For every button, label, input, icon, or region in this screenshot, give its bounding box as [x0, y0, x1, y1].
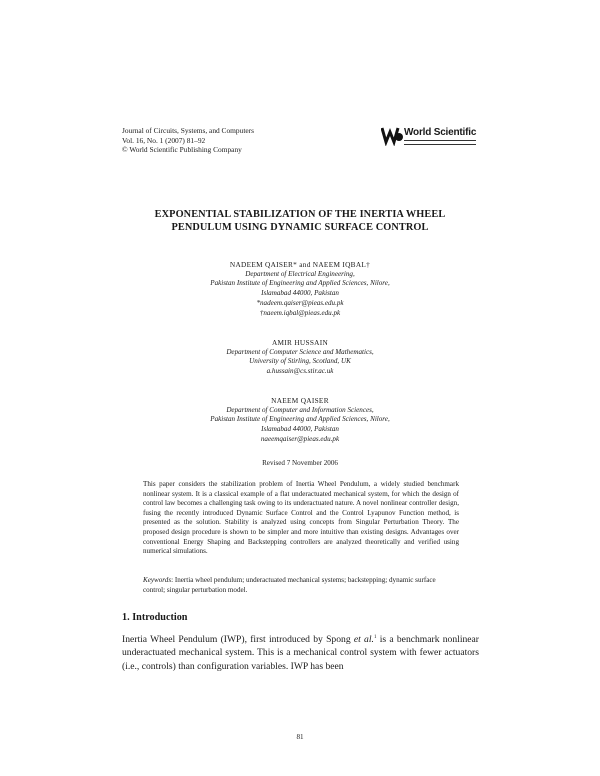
affiliation-line: Islamabad 44000, Pakistan — [261, 425, 339, 434]
intro-paragraph — [122, 631, 479, 673]
intro-text-1: Inertia Wheel Pendulum (IWP), first introduced by Spong — [122, 634, 354, 646]
keywords — [143, 576, 459, 595]
copyright-line: © World Scientific Publishing Company — [122, 145, 242, 155]
author-email: †naeem.iqbal@pieas.edu.pk — [259, 308, 341, 317]
title-line-2: PENDULUM USING DYNAMIC SURFACE CONTROL — [171, 222, 429, 234]
affiliation-line: Pakistan Institute of Engineering and Applied Sciences, Nilore, — [210, 279, 390, 288]
journal-volume: Vol. 16, No. 1 (2007) 81–92 — [122, 135, 206, 145]
author-email: naeemqaiser@pieas.edu.pk — [260, 434, 340, 443]
affiliation-line: Department of Computer Science and Mathematics, — [226, 347, 374, 356]
author-names: NADEEM QAISER* and NAEEM IQBAL† — [229, 260, 371, 269]
author-names: AMIR HUSSAIN — [271, 338, 329, 347]
affiliation-line: Pakistan Institute of Engineering and Applied Sciences, Nilore, — [210, 415, 390, 424]
keywords-label: Keywords — [143, 576, 172, 584]
author-names: NAEEM QAISER — [271, 396, 329, 405]
intro-text-2: is a benchmark nonlinear underactuated mechanical system. This is a mechanical control system with fewer actuators (i.e., controls) than configuration variables. IWP has been — [122, 634, 479, 672]
affiliation-line: Department of Electrical Engineering, — [245, 269, 355, 278]
publisher-logo-text: World Scientific — [404, 127, 477, 138]
affiliation-line: Islamabad 44000, Pakistan — [261, 289, 339, 298]
author-group-2 — [100, 338, 500, 377]
revised-date: Revised 7 November 2006 — [262, 459, 338, 467]
author-group-3 — [100, 396, 500, 445]
affiliation-line: Department of Computer and Information Sciences, — [226, 405, 374, 414]
publisher-logo-rule — [404, 140, 476, 145]
journal-header — [122, 126, 254, 155]
journal-name: Journal of Circuits, Systems, and Computers — [122, 126, 254, 135]
affiliation-line: University of Stirling, Scotland, UK — [249, 357, 351, 366]
author-email: a.hussain@cs.stir.ac.uk — [266, 367, 334, 376]
citation-ref[interactable]: 1 — [373, 635, 377, 640]
keywords-text: : Inertia wheel pendulum; underactuated mechanical systems; backstepping; dynamic surface control; singular perturbation model. — [143, 576, 436, 594]
author-email: *nadeem.qaiser@pieas.edu.pk — [256, 298, 344, 307]
publisher-logo — [381, 126, 477, 150]
abstract: This paper considers the stabilization problem of Inertia Wheel Pendulum, a widely studied benchmark nonlinear system. It is a classical example of a flat underactuated mechanical system, for which the design of control law becomes a challenging task owing to its underactuated nature. A novel nonlinear controller design, fusing the recently introduced Dynamic Surface Control and the Control Lyapunov Function method, is presented as the solution. Stability is analyzed using concepts from Singular Perturbation Theory. The proposed design procedure is shown to be simpler and more intuitive than existing designs. Advantages over conventional Energy Shaping and Backstepping controllers are analyzed theoretically and verified using numerical simulations. — [143, 480, 459, 556]
title-line-1: EXPONENTIAL STABILIZATION OF THE INERTIA WHEEL — [154, 209, 446, 220]
page-number: 81 — [296, 733, 304, 741]
intro-etal: et al. — [353, 634, 374, 646]
publisher-logo-mark — [381, 126, 403, 146]
section-heading: 1. Introduction — [122, 612, 188, 623]
paper-title — [100, 208, 500, 235]
author-group-1 — [100, 260, 500, 318]
